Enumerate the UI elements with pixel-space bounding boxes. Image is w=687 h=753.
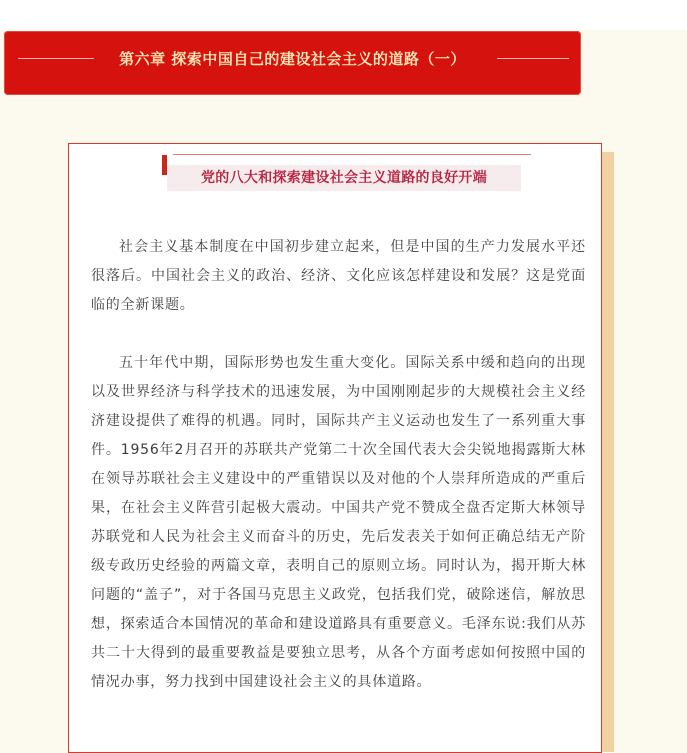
banner-rule-right	[497, 58, 569, 59]
chapter-banner	[4, 31, 581, 95]
section-title: 党的八大和探索建设社会主义道路的良好开端	[167, 165, 521, 191]
article-body	[91, 233, 586, 726]
chapter-title: 第六章 探索中国自己的建设社会主义的道路（一）	[119, 50, 466, 68]
section-header-line	[173, 154, 531, 155]
top-strip	[0, 0, 687, 30]
paragraph: 五十年代中期，国际形势也发生重大变化。国际关系中缓和趋向的出现以及世界经济与科学技术的迅速发展，为中国刚刚起步的大规模社会主义经济建设提供了难得的机遇。同时，国际共产主义运动也发生了一系列重大事件。1956年2月召开的苏联共产党第二十次全国代表大会尖锐地揭露斯大林在领导苏联社会主义建设中的严重错误以及对他的个人崇拜所造成的严重后果，在社会主义阵营引起极大震动。中国共产党不赞成全盘否定斯大林领导苏联党和人民为社会主义而奋斗的历史，先后发表关于如何正确总结无产阶级专政历史经验的两篇文章，表明自己的原则立场。同时认为，揭开斯大林问题的“盖子”，对于各国马克思主义政党，包括我们党，破除迷信，解放思想，探索适合本国情况的革命和建设道路具有重要意义。毛泽东说:我们从苏共二十大得到的最重要教益是要独立思考，从各个方面考虑如何按照中国的情况办事，努力找到中国建设社会主义的具体道路。	[91, 355, 586, 690]
paragraph: 社会主义基本制度在中国初步建立起来，但是中国的生产力发展水平还很落后。中国社会主义的政治、经济、文化应该怎样建设和发展？这是党面临的全新课题。	[91, 239, 586, 313]
content-card	[68, 143, 602, 753]
